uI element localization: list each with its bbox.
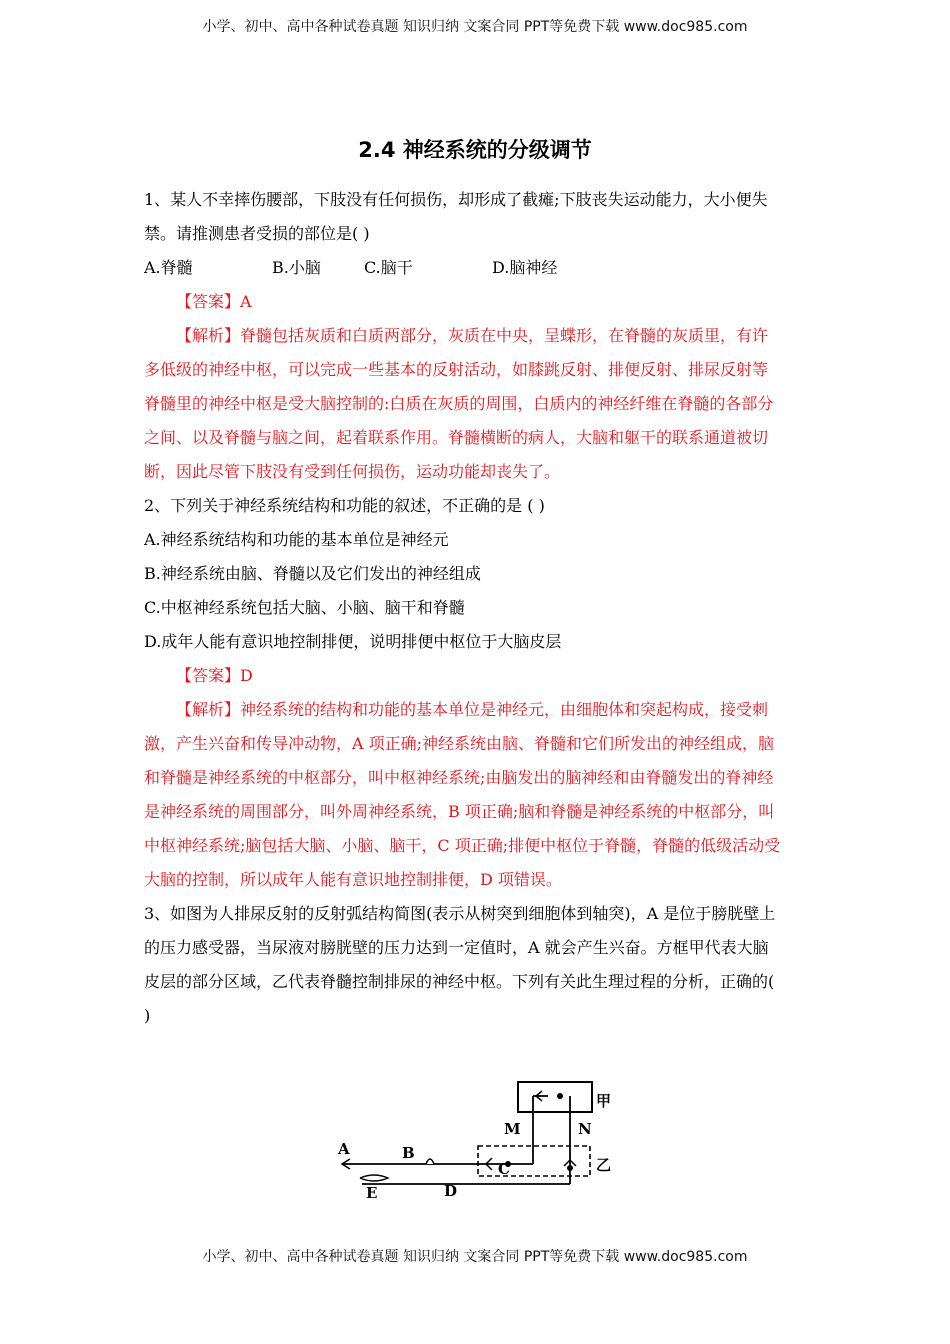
- q2-analysis-line-3: 和脊髓是神经系统的中枢部分，叫中枢神经系统;由脑发出的脑神经和由脊髓发出的脊神经: [144, 768, 774, 787]
- page-footer: 小学、初中、高中各种试卷真题 知识归纳 文案合同 PPT等免费下载 www.doc985.com: [202, 1249, 748, 1265]
- label-a: A: [338, 1140, 350, 1158]
- q2-answer: 【答案】D: [176, 666, 253, 685]
- q1-analysis-line-2: 多低级的神经中枢，可以完成一些基本的反射活动，如膝跳反射、排便反射、排尿反射等: [144, 360, 769, 379]
- q2-analysis-line-4: 是神经系统的周围部分，叫外周神经系统，B 项正确;脑和脊髓是神经系统的中枢部分，叫: [144, 802, 775, 821]
- label-jia: 甲: [596, 1092, 612, 1110]
- q1-stem-line-1: 1、某人不幸摔伤腰部，下肢没有任何损伤，却形成了截瘫;下肢丧失运动能力，大小便失: [144, 190, 768, 209]
- q2-analysis-line-6: 大脑的控制，所以成年人能有意识地控制排便，D 项错误。: [144, 870, 562, 889]
- ganglion-b: [426, 1159, 434, 1164]
- q2-option-c: C.中枢神经系统包括大脑、小脑、脑干和脊髓: [144, 598, 465, 617]
- q3-stem-line-1: 3、如图为人排尿反射的反射弧结构简图(表示从树突到细胞体到轴突)，A 是位于膀胱壁上: [144, 904, 776, 923]
- box-yi: [478, 1146, 590, 1176]
- q3-stem-line-2: 的压力感受器，当尿液对膀胱壁的压力达到一定值时，A 就会产生兴奋。方框甲代表大脑: [144, 938, 769, 957]
- q1-option-d: D.脑神经: [492, 258, 558, 277]
- q1-stem-line-2: 禁。请推测患者受损的部位是( ): [144, 224, 370, 243]
- q1-option-b: B.小脑: [272, 258, 321, 277]
- document-body: [144, 186, 810, 1036]
- label-m: M: [504, 1120, 521, 1138]
- synapse-dot-jia: [557, 1093, 563, 1099]
- q1-options: [144, 254, 810, 288]
- q1-option-c: C.脑干: [364, 258, 413, 277]
- label-d: D: [444, 1182, 458, 1200]
- q1-answer: 【答案】A: [176, 292, 252, 311]
- q2-analysis-line-2: 激，产生兴奋和传导冲动物，A 项正确;神经系统由脑、脊髓和它们所发出的神经组成，脑: [144, 734, 775, 753]
- page-header: 小学、初中、高中各种试卷真题 知识归纳 文案合同 PPT等免费下载 www.doc985.com: [202, 19, 748, 35]
- q1-option-a: A.脊髓: [144, 258, 193, 277]
- q1-analysis-line-1: 【解析】脊髓包括灰质和白质两部分，灰质在中央，呈蝶形，在脊髓的灰质里，有许: [176, 326, 769, 345]
- q3-stem-line-4: ): [144, 1006, 151, 1025]
- q2-stem: 2、下列关于神经系统结构和功能的叙述，不正确的是 ( ): [144, 496, 545, 515]
- label-b: B: [402, 1144, 415, 1162]
- reflex-arc-diagram: [330, 1076, 630, 1206]
- label-yi: 乙: [596, 1156, 612, 1174]
- q3-stem-line-3: 皮层的部分区域，乙代表脊髓控制排尿的神经中枢。下列有关此生理过程的分析，正确的(: [144, 972, 775, 991]
- label-e: E: [366, 1184, 378, 1202]
- q2-option-b: B.神经系统由脑、脊髓以及它们发出的神经组成: [144, 564, 481, 583]
- q2-analysis-line-1: 【解析】神经系统的结构和功能的基本单位是神经元，由细胞体和突起构成，接受刺: [176, 700, 769, 719]
- q1-analysis-line-5: 断，因此尽管下肢没有受到任何损伤，运动功能却丧失了。: [144, 462, 561, 481]
- effector-e: [360, 1175, 388, 1181]
- q1-analysis-line-4: 之间、以及脊髓与脑之间，起着联系作用。脊髓横断的病人，大脑和躯干的联系通道被切: [144, 428, 769, 447]
- label-n: N: [578, 1120, 592, 1138]
- box-jia: [518, 1082, 592, 1112]
- q2-option-d: D.成年人能有意识地控制排便，说明排便中枢位于大脑皮层: [144, 632, 562, 651]
- q2-analysis-line-5: 中枢神经系统;脑包括大脑、小脑、脑干，C 项正确;排便中枢位于脊髓，脊髓的低级活动受: [144, 836, 781, 855]
- q1-analysis-line-3: 脊髓里的神经中枢是受大脑控制的:白质在灰质的周围，白质内的神经纤维在脊髓的各部分: [144, 394, 774, 413]
- page-title: 2.4 神经系统的分级调节: [358, 138, 592, 162]
- label-c: C: [498, 1160, 510, 1178]
- q2-option-a: A.神经系统结构和功能的基本单位是神经元: [144, 530, 449, 549]
